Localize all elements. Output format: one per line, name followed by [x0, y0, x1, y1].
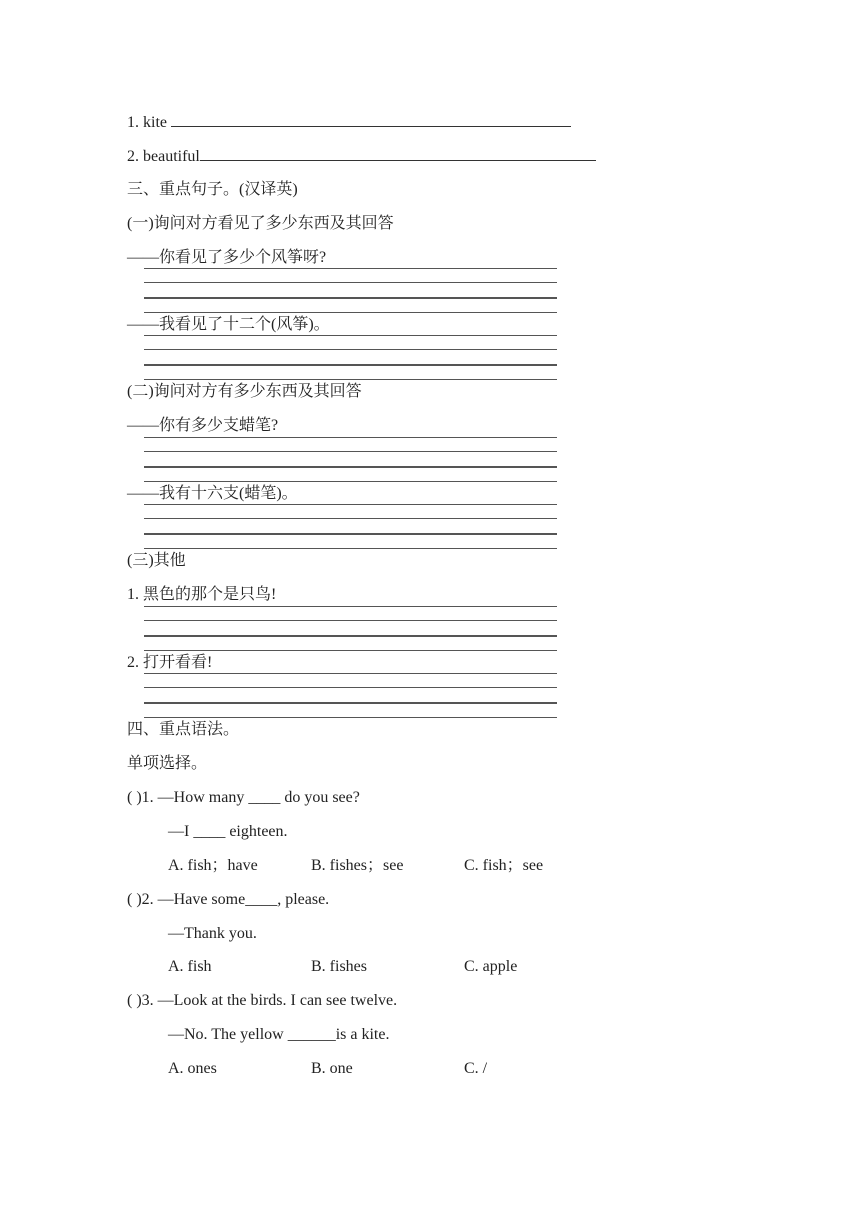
question-2-stem: ( )2. —Have some____, please. — [127, 891, 330, 908]
question-1-stem: ( )1. —How many ____ do you see? — [127, 789, 360, 806]
question-3-stem: ( )3. —Look at the birds. I can see twelve. — [127, 992, 398, 1009]
question-1-reply: —I ____ eighteen. — [168, 823, 288, 840]
prompt-twelve-kites: ——我看见了十二个(风筝)。 — [127, 316, 330, 333]
question-3-option-c[interactable]: C. / — [464, 1060, 488, 1077]
section-4-subtitle: 单项选择。 — [127, 755, 208, 772]
answer-blank[interactable] — [200, 146, 596, 161]
section-4-title: 四、重点语法。 — [127, 721, 240, 738]
vocab-label: 1. kite — [127, 114, 171, 131]
section-3-title: 三、重点句子。(汉译英) — [127, 181, 298, 198]
prompt-sixteen-crayons: ——我有十六支(蜡笔)。 — [127, 485, 298, 502]
question-2-option-a[interactable]: A. fish — [168, 958, 212, 975]
part-1-heading: (一)询问对方看见了多少东西及其回答 — [127, 215, 394, 232]
vocab-item-beautiful — [127, 146, 596, 167]
prompt-open-and-see: 2. 打开看看! — [127, 654, 213, 671]
question-2-reply: —Thank you. — [168, 925, 257, 942]
answer-blank[interactable] — [171, 112, 571, 127]
question-3-option-a[interactable]: A. ones — [168, 1060, 217, 1077]
question-1-option-a[interactable]: A. fish；have — [168, 857, 258, 874]
prompt-black-bird: 1. 黑色的那个是只鸟! — [127, 586, 277, 603]
part-2-heading: (二)询问对方有多少东西及其回答 — [127, 383, 362, 400]
question-2-option-b[interactable]: B. fishes — [311, 958, 367, 975]
question-1-option-c[interactable]: C. fish；see — [464, 857, 544, 874]
question-3-option-b[interactable]: B. one — [311, 1060, 353, 1077]
part-3-heading: (三)其他 — [127, 552, 186, 569]
prompt-how-many-kites: ——你看见了多少个风筝呀? — [127, 249, 327, 266]
question-2-option-c[interactable]: C. apple — [464, 958, 518, 975]
vocab-label: 2. beautiful — [127, 148, 200, 165]
vocab-item-kite — [127, 112, 571, 133]
prompt-how-many-crayons: ——你有多少支蜡笔? — [127, 417, 279, 434]
question-1-option-b[interactable]: B. fishes；see — [311, 857, 404, 874]
question-3-reply: —No. The yellow ______is a kite. — [168, 1026, 390, 1043]
